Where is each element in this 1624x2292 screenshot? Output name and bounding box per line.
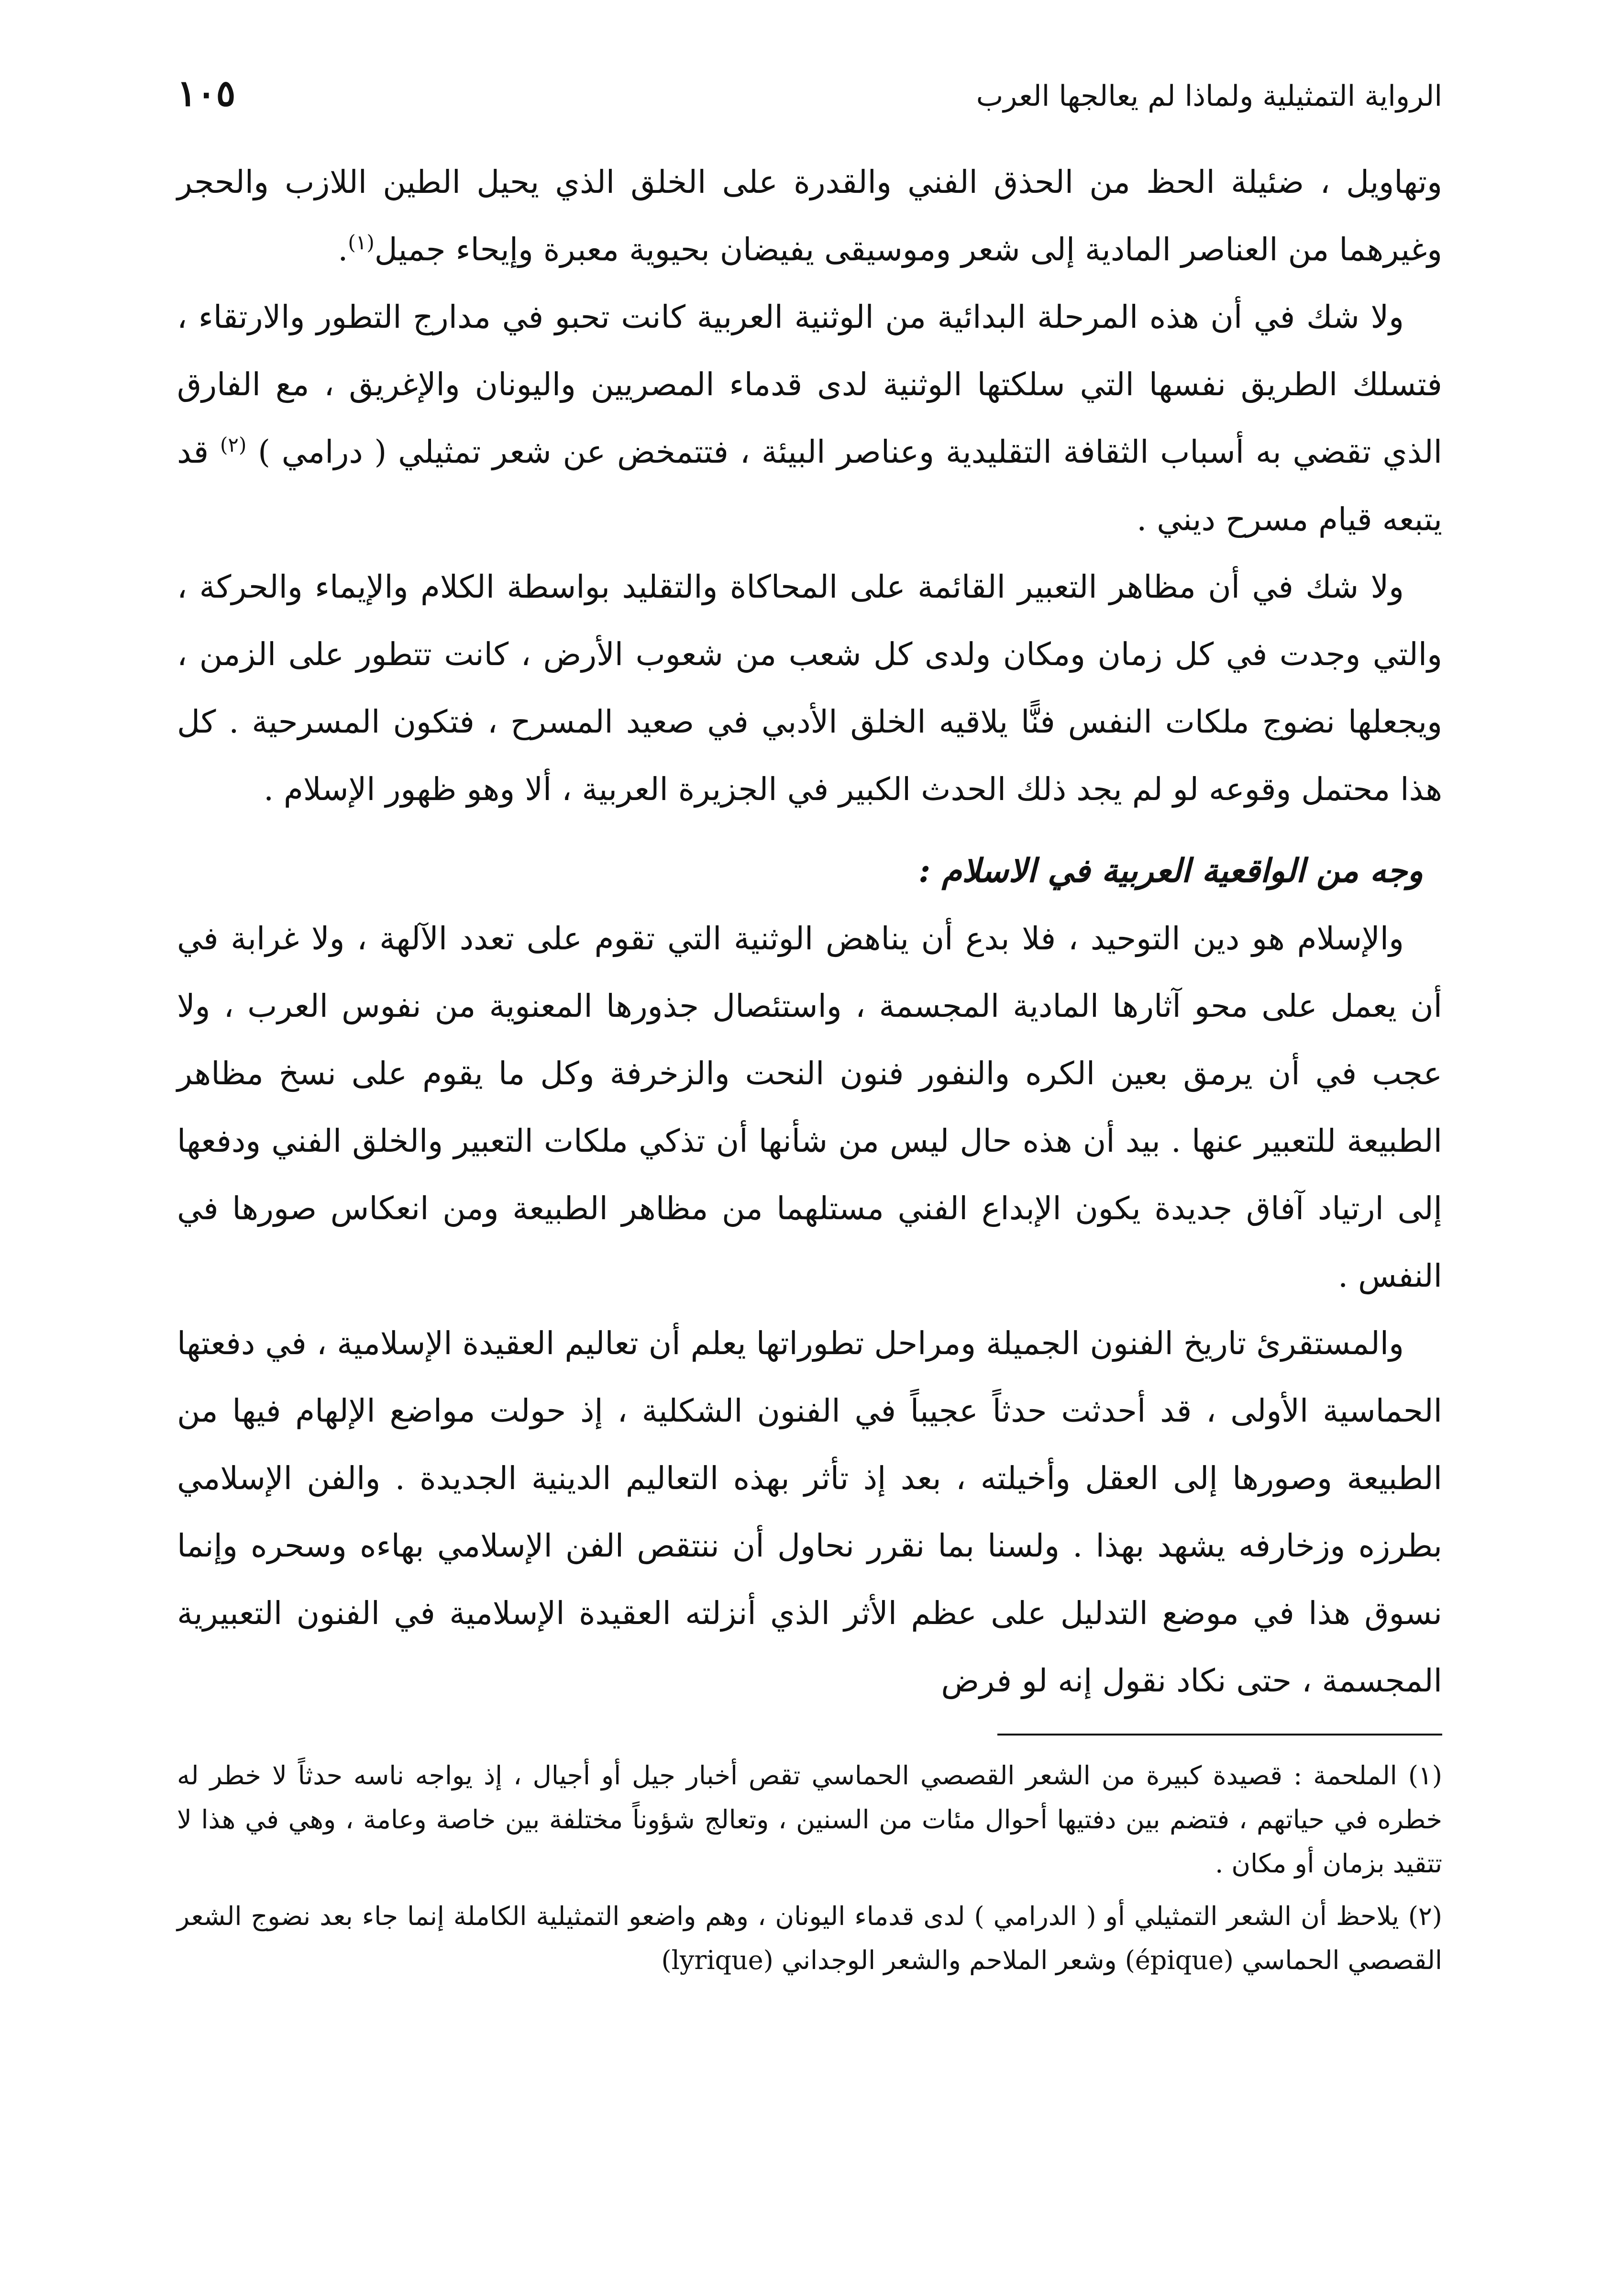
paragraph-text: والمستقرئ تاريخ الفنون الجميلة ومراحل تطوراتها يعلم أن تعاليم العقيدة الإسلامية ، في دفعتها الحماسية الأولى ، قد أحدثت حدثاً عجيباً في الفنون الشكلية ، إذ حولت مواضع الإلهام فيها من الطبيعة وصورها إلى العقل وأخيلته ، بعد إذ تأثر بهذه التعاليم الدينية الجديدة . والفن الإسلامي بطرزه وزخارفه يشهد بهذا . ولسنا بما نقرر نحاول أن ننتقص الفن الإسلامي بهاءه وسحره وإنما نسوق هذا في موضع التدليل على عظم الأثر الذي أنزلته العقيدة الإسلامية في الفنون التعبيرية المجسمة ، حتى نكاد نقول إنه لو فرض <box>177 1325 1442 1699</box>
latin-term: (lyrique) <box>661 1945 773 1975</box>
footnote-marker: (٢) <box>1408 1901 1442 1931</box>
paragraph <box>177 905 1442 1310</box>
footnote-1 <box>177 1754 1442 1886</box>
paragraph-text: وتهاويل ، ضئيلة الحظ من الحذق الفني والقدرة على الخلق الذي يحيل الطين اللازب والحجر وغيرهما من العناصر المادية إلى شعر وموسيقى يفيضان بحيوية معبرة وإيحاء جميل <box>177 164 1442 268</box>
paragraph-text: ولا شك في أن هذه المرحلة البدائية من الوثنية العربية كانت تحبو في مدارج التطور والارتقاء ، فتسلك الطريق نفسها التي سلكتها الوثنية لدى قدماء المصريين واليونان والإغريق ، مع الفارق الذي تقضي به أسباب الثقافة التقليدية وعناصر البيئة ، فتتمخض عن شعر تمثيلي ( درامي ) <box>177 299 1442 470</box>
footnotes <box>177 1754 1442 1982</box>
footnote-text: الملحمة : قصيدة كبيرة من الشعر القصصي الحماسي تقص أخبار جيل أو أجيال ، إذ يواجه ناسه حدثاً لا خطر له خطره في حياتهم ، فتضم بين دفتيها أحوال مئات من السنين ، وتعالج شؤوناً مختلفة بين خاصة وعامة ، وهي في هذا لا تتقيد بزمان أو مكان . <box>177 1760 1442 1879</box>
paragraph-end: قد يتبعه قيام مسرح ديني . <box>177 434 1442 538</box>
paragraph-text: ولا شك في أن مظاهر التعبير القائمة على المحاكاة والتقليد بواسطة الكلام والإيماء والحركة ، والتي وجدت في كل زمان ومكان ولدى كل شعب من شعوب الأرض ، كانت تتطور على الزمن ، ويجعلها نضوج ملكات النفس فنًّا يلاقيه الخلق الأدبي في صعيد المسرح ، فتكون المسرحية . كل هذا محتمل وقوعه لو لم يجد ذلك الحدث الكبير في الجزيرة العربية ، ألا وهو ظهور الإسلام . <box>177 568 1442 808</box>
page-number: ١٠٥ <box>177 72 236 114</box>
footnote-divider <box>997 1734 1442 1736</box>
footnote-ref: (١) <box>348 231 375 254</box>
paragraph-end: . <box>338 231 348 268</box>
paragraph <box>177 1310 1442 1714</box>
paragraph <box>177 148 1442 283</box>
main-text <box>177 148 1442 823</box>
footnote-2 <box>177 1894 1442 1982</box>
paragraph <box>177 553 1442 823</box>
main-text-continued <box>177 905 1442 1714</box>
footnote-marker: (١) <box>1408 1760 1442 1791</box>
running-title: الرواية التمثيلية ولماذا لم يعالجها العرب <box>976 79 1442 113</box>
latin-term: (épique) <box>1125 1945 1234 1975</box>
footnote-ref: (٢) <box>220 433 247 456</box>
page-header <box>177 72 1442 139</box>
footnote-text: وشعر الملاحم والشعر الوجداني <box>782 1945 1117 1975</box>
section-heading: وجه من الواقعية العربية في الاسلام : <box>918 852 1423 890</box>
footnote-text: يلاحظ أن الشعر التمثيلي أو ( الدرامي ) لدى قدماء اليونان ، وهم واضعو التمثيلية الكاملة إنما جاء بعد نضوج الشعر القصصي الحماسي <box>177 1901 1442 1975</box>
paragraph-text: والإسلام هو دين التوحيد ، فلا بدع أن يناهض الوثنية التي تقوم على تعدد الآلهة ، ولا غرابة في أن يعمل على محو آثارها المادية المجسمة ، واستئصال جذورها المعنوية من نفوس العرب ، ولا عجب في أن يرمق بعين الكره والنفور فنون النحت والزخرفة وكل ما يقوم على نسخ مظاهر الطبيعة للتعبير عنها . بيد أن هذه حال ليس من شأنها أن تذكي ملكات التعبير والخلق الفني ودفعها إلى ارتياد آفاق جديدة يكون الإبداع الفني مستلهما من مظاهر الطبيعة ومن انعكاس صورها في النفس . <box>177 920 1442 1294</box>
paragraph <box>177 283 1442 553</box>
